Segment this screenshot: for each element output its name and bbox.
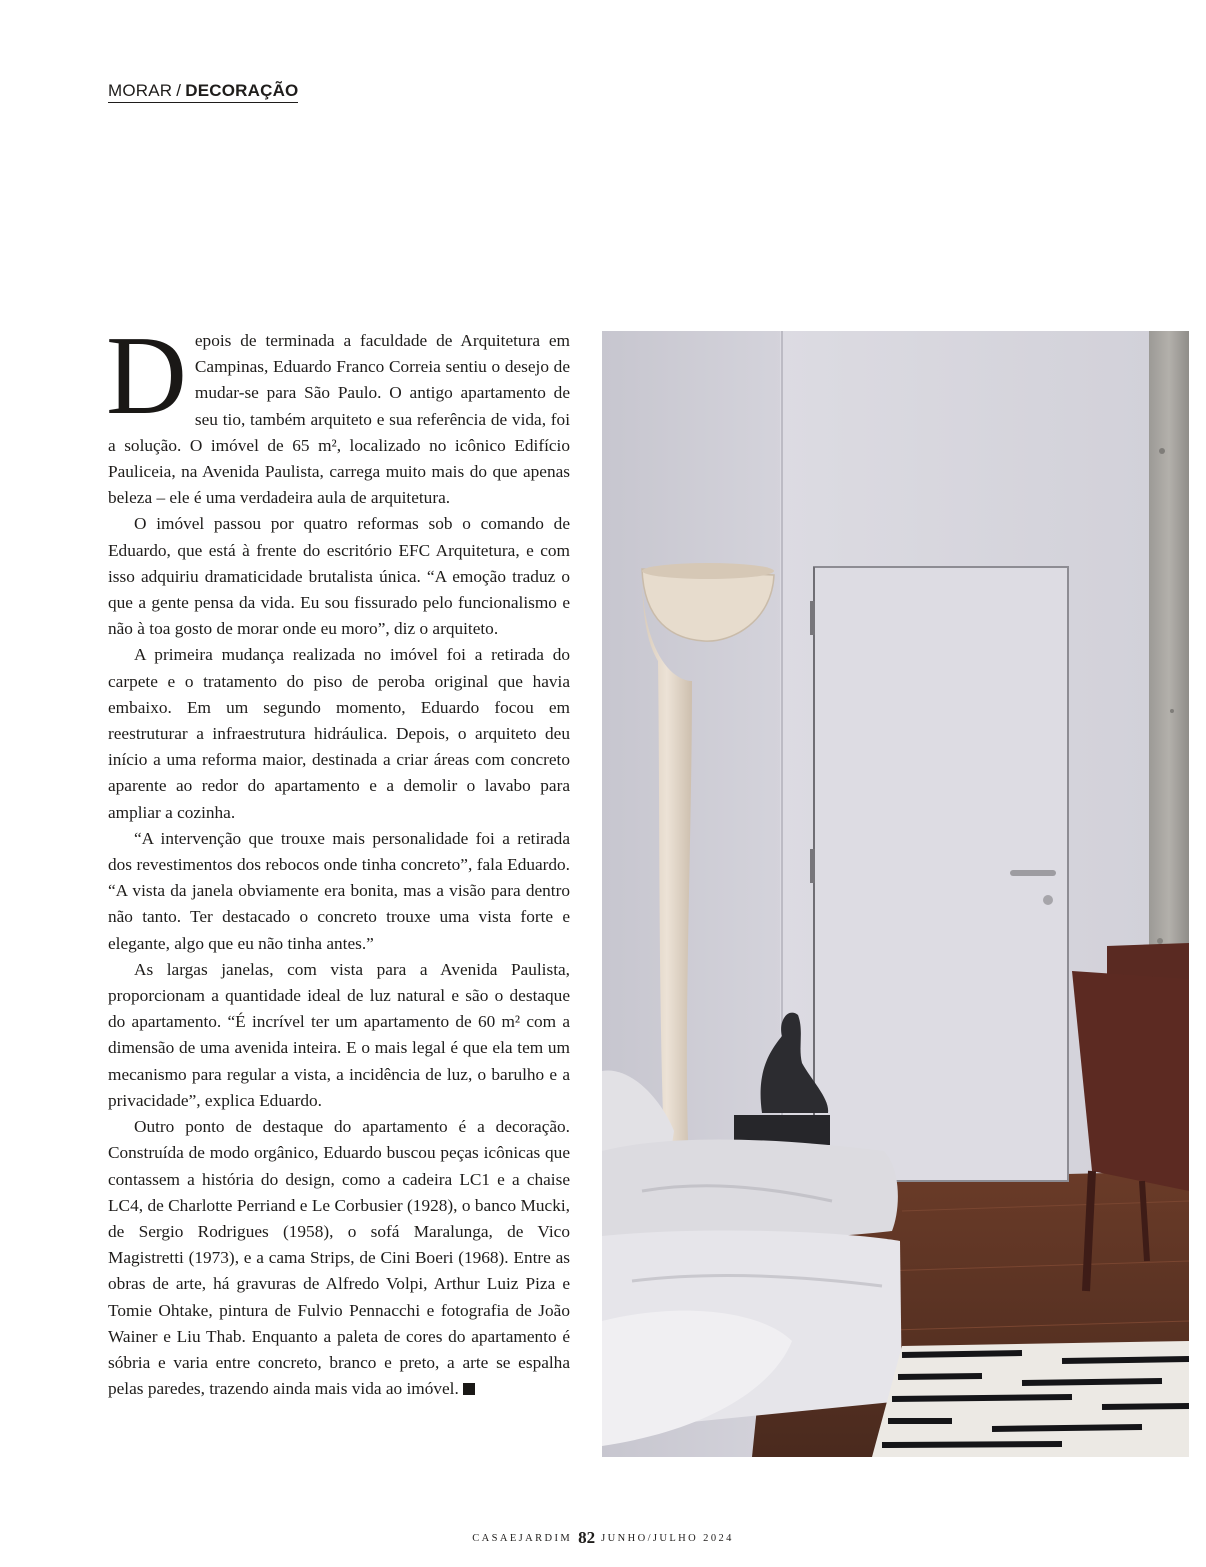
section-kicker: [108, 81, 298, 103]
subsection-label: DECORAÇÃO: [185, 81, 299, 100]
section-separator: /: [176, 81, 182, 100]
article-paragraph: O imóvel passou por quatro reformas sob o comando de Eduardo, que está à frente do escritório EFC Arquitetura, e com isso adquiriu dramaticidade brutalista única. “A emoção traduz o que a gente pensa da vida. Eu sou fissurado pelo funcionalismo e não à toa gosto de morar onde eu moro”, diz o arquiteto.: [108, 514, 570, 639]
issue-date: JUNHO/JULHO 2024: [601, 1533, 734, 1544]
article-paragraph: [108, 1114, 570, 1402]
interior-photo: [602, 331, 1189, 1457]
paragraph-text: Outro ponto de destaque do apartamento é a decoração. Construída de modo orgânico, Eduardo buscou peças icônicas que contassem a história do design, como a cadeira LC1 e a chaise LC4, de Charlotte Perriand e Le Corbusier (1928), o banco Mucki, de Sergio Rodrigues (1958), o sofá Maralunga, de Vico Magistretti (1973), e a cama Strips, de Cini Boeri (1968). Entre as obras de arte, há gravuras de Alfredo Volpi, Arthur Luiz Piza e Tomie Ohtake, pintura de Fulvio Pennacchi e fotografia de João Wainer e Liu Thab. Enquanto a paleta de cores do apartamento é sóbria e varia entre concreto, branco e preto, a arte se espalha pelas paredes, trazendo ainda mais vida ao imóvel.: [108, 1117, 570, 1399]
article-body: [106, 314, 570, 1402]
article-paragraph: “A intervenção que trouxe mais personalidade foi a retirada dos revestimentos dos rebocos onde tinha concreto”, fala Eduardo. “A vista da janela obviamente era bonita, mas a visão para dentro não tanto. Ter destacado o concreto trouxe uma vista forte e elegante, algo que eu não tinha antes.”: [108, 828, 570, 953]
section-label: MORAR: [108, 81, 173, 100]
magazine-name: CASAEJARDIM: [472, 1533, 573, 1544]
article-paragraph: As largas janelas, com vista para a Avenida Paulista, proporcionam a quantidade ideal de luz natural e são o destaque do apartamento. “É incrível ter um apartamento de 60 m² com a dimensão de uma avenida inteira. E o mais legal é que ela tem um mecanismo para regular a vista, a incidência de luz, o barulho e a privacidade”, explica Eduardo.: [108, 959, 570, 1110]
article-paragraph: [106, 314, 570, 511]
paragraph-text: epois de terminada a faculdade de Arquitetura em Campinas, Eduardo Franco Correia sentiu o desejo de mudar-se para São Paulo. O antigo apartamento de seu tio, também arquiteto e sua referência de vida, foi a solução. O imóvel de 65 m², localizado no icônico Edifício Pauliceia, na Avenida Paulista, carrega muito mais do que apenas beleza – ele é uma verdadeira aula de arquitetura.: [108, 331, 570, 508]
end-mark-icon: [463, 1383, 475, 1395]
drop-cap: D: [106, 314, 187, 438]
page-number: 82: [578, 1528, 596, 1547]
article-paragraph: A primeira mudança realizada no imóvel foi a retirada do carpete e o tratamento do piso de peroba original que havia embaixo. Em um segundo momento, Eduardo focou em reestruturar a infraestrutura hidráulica. Depois, o arquiteto deu início a uma reforma maior, destinada a criar áreas com concreto aparente ao redor do apartamento e a demolir o lavabo para ampliar a cozinha.: [108, 645, 570, 822]
page-footer: [0, 1528, 1206, 1548]
